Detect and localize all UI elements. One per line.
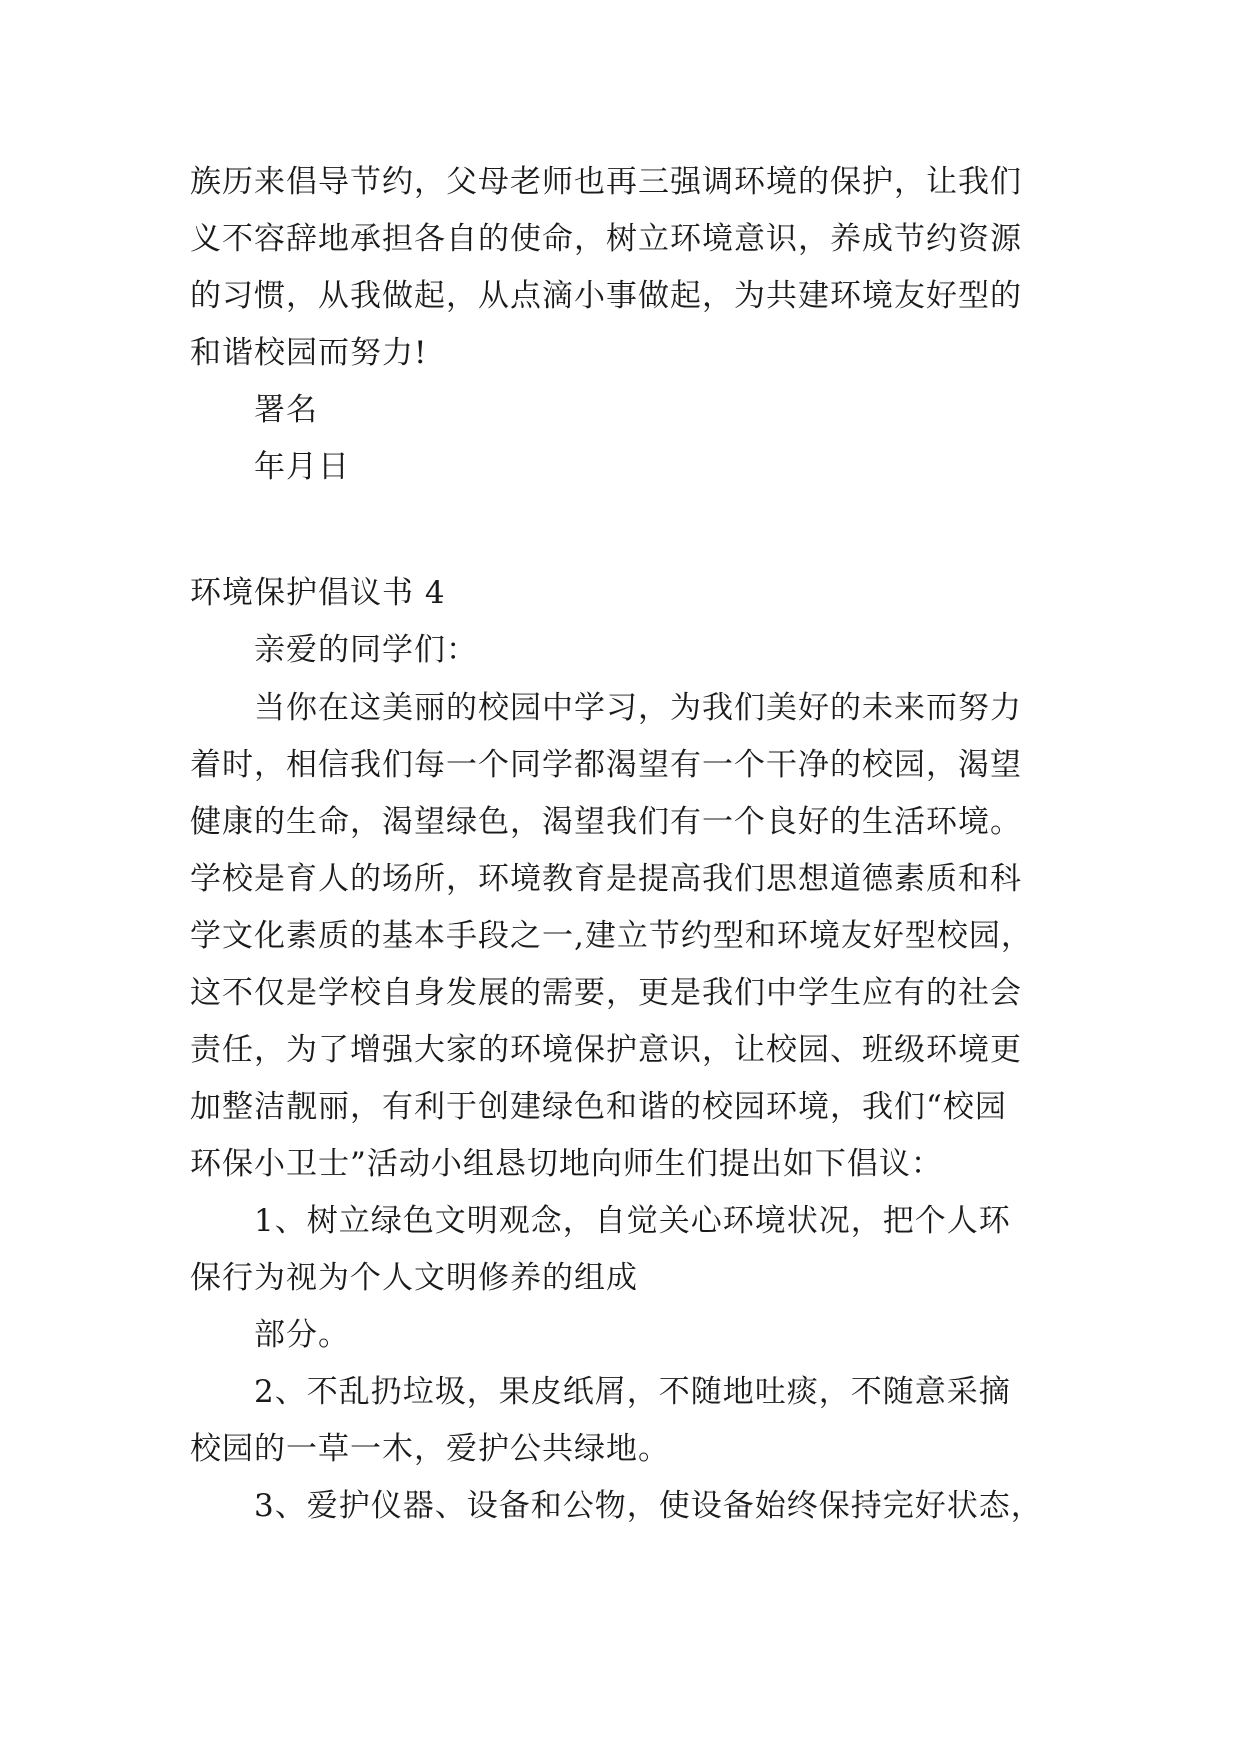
paragraph-line: 着时，相信我们每一个同学都渴望有一个干净的校园，渴望 xyxy=(190,747,1022,783)
paragraph-line: 的习惯，从我做起，从点滴小事做起，为共建环境友好型的 xyxy=(190,278,1022,314)
section-title: 环境保护倡议书 4 xyxy=(190,575,446,611)
salutation: 亲爱的同学们： xyxy=(254,632,478,668)
paragraph-line: 学校是育人的场所，环境教育是提高我们思想道德素质和科 xyxy=(190,861,1022,897)
paragraph-line: 义不容辞地承担各自的使命，树立环境意识，养成节约资源 xyxy=(190,221,1022,257)
paragraph-line: 这不仅是学校自身发展的需要，更是我们中学生应有的社会 xyxy=(190,975,1022,1011)
list-item-line: 保行为视为个人文明修养的组成 xyxy=(190,1260,638,1296)
paragraph-line: 学文化素质的基本手段之一,建立节约型和环境友好型校园， xyxy=(190,918,1033,954)
signature-label: 署名 xyxy=(254,392,318,428)
paragraph-line: 族历来倡导节约，父母老师也再三强调环境的保护，让我们 xyxy=(190,164,1022,200)
list-item-line: 1、树立绿色文明观念，自觉关心环境状况，把个人环 xyxy=(254,1203,1011,1239)
paragraph-line: 环保小卫士”活动小组恳切地向师生们提出如下倡议： xyxy=(190,1146,943,1182)
paragraph-line: 责任，为了增强大家的环境保护意识，让校园、班级环境更 xyxy=(190,1032,1022,1068)
paragraph-line: 加整洁靓丽，有利于创建绿色和谐的校园环境，我们“校园 xyxy=(190,1089,1007,1125)
list-item-line: 3、爱护仪器、设备和公物，使设备始终保持完好状态， xyxy=(254,1488,1043,1524)
date-label: 年月日 xyxy=(254,449,350,485)
paragraph-line: 健康的生命，渴望绿色，渴望我们有一个良好的生活环境。 xyxy=(190,804,1022,840)
list-item-line: 部分。 xyxy=(254,1317,350,1353)
list-item-line: 校园的一草一木，爱护公共绿地。 xyxy=(190,1431,670,1467)
list-item-line: 2、不乱扔垃圾，果皮纸屑，不随地吐痰，不随意采摘 xyxy=(254,1374,1011,1410)
paragraph-line: 当你在这美丽的校园中学习，为我们美好的未来而努力 xyxy=(254,690,1022,726)
paragraph-line: 和谐校园而努力! xyxy=(190,335,428,371)
